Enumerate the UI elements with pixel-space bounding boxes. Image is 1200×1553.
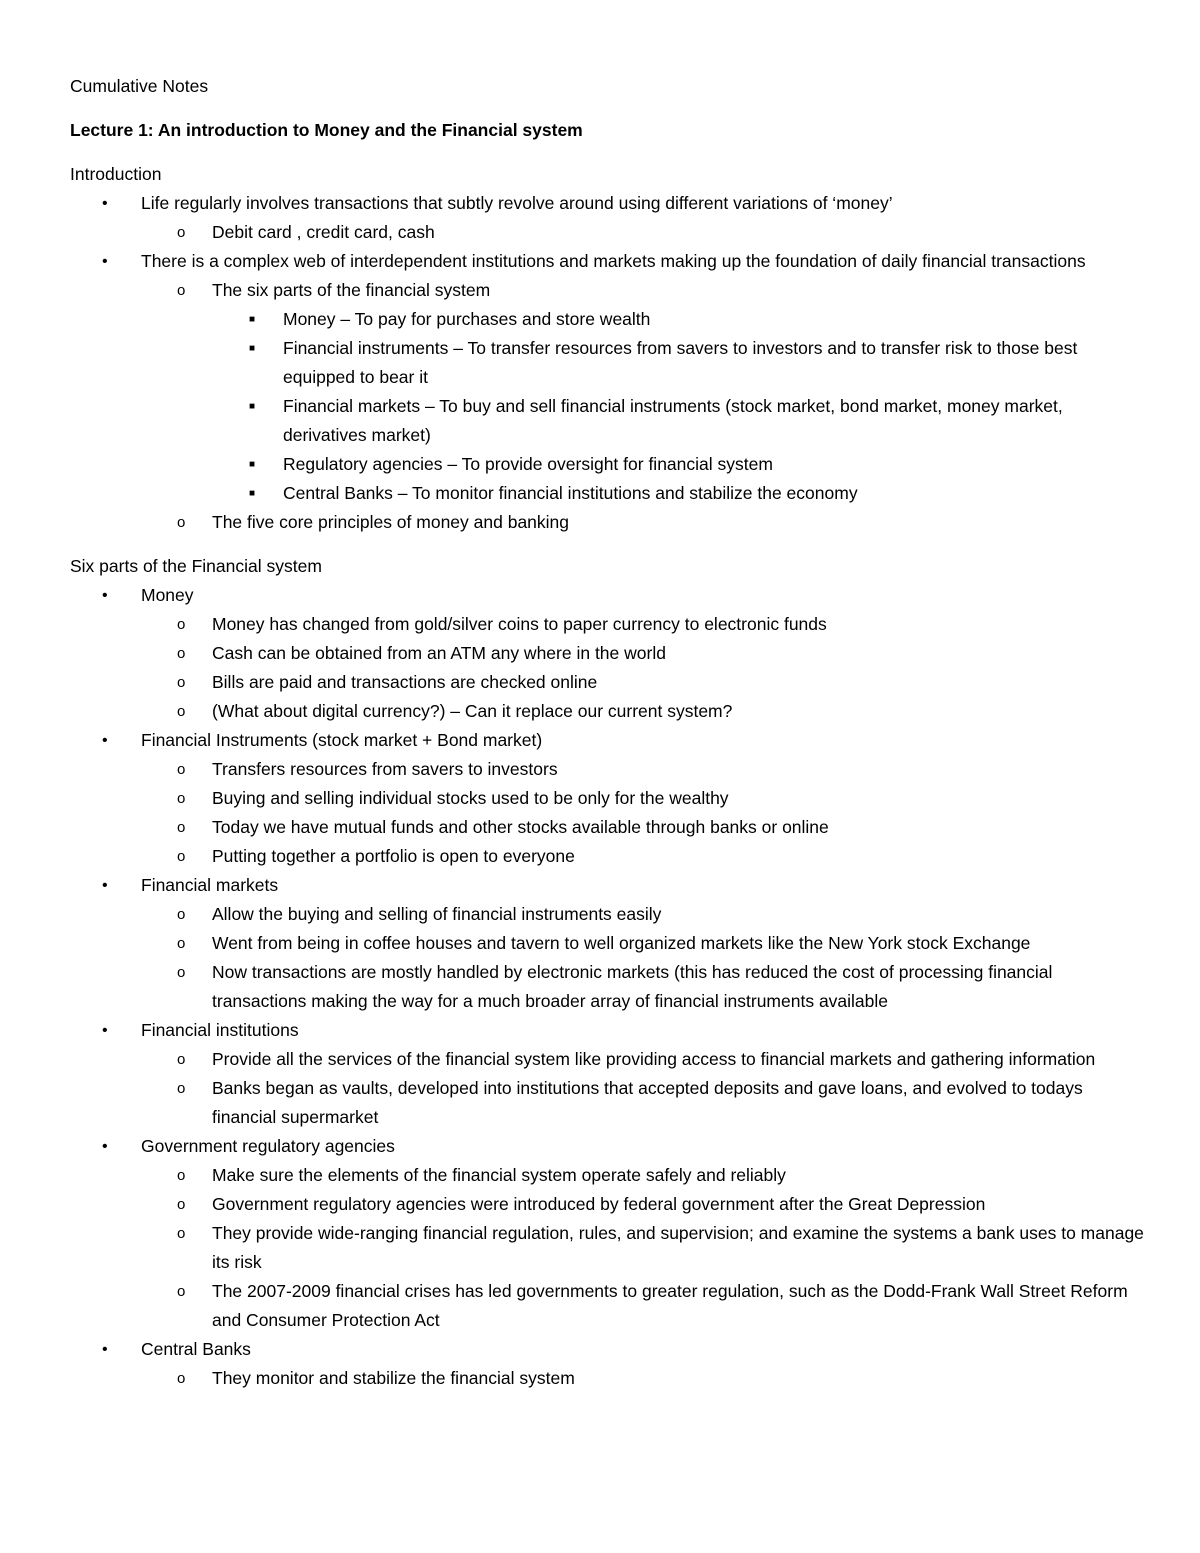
sub-sub-list-item	[212, 392, 1150, 450]
sub-list-item	[141, 1190, 1150, 1219]
sub-list-item	[141, 929, 1150, 958]
sub-list-item-text: The 2007-2009 financial crises has led governments to greater regulation, such as the Dodd-Frank Wall Street Reform and Consumer Protection Act	[212, 1281, 1128, 1330]
list-item-text: Financial markets	[141, 875, 279, 895]
sub-list-item-text: Buying and selling individual stocks used to be only for the wealthy	[212, 788, 729, 808]
list-item	[70, 1335, 1150, 1393]
square-bullet-icon: ■	[249, 314, 256, 325]
circle-bullet-icon: o	[177, 1051, 186, 1068]
sub-list-item-text: They provide wide-ranging financial regulation, rules, and supervision; and examine the systems a bank uses to manage its risk	[212, 1223, 1144, 1272]
circle-bullet-icon: o	[177, 1080, 186, 1097]
sub-list-item	[141, 1219, 1150, 1277]
sub-list-item	[141, 1364, 1150, 1393]
circle-bullet-icon: o	[177, 819, 186, 836]
sub-list-item-text: Putting together a portfolio is open to everyone	[212, 846, 575, 866]
six-parts-heading: Six parts of the Financial system	[70, 556, 322, 576]
six-parts-bullet-list	[70, 581, 1150, 1393]
sub-list-item	[141, 1045, 1150, 1074]
circle-bullet-icon: o	[177, 1225, 186, 1242]
bullet-icon: •	[102, 587, 108, 604]
sub-list-item-text: They monitor and stabilize the financial system	[212, 1368, 575, 1388]
sub-list-item-text: Bills are paid and transactions are checked online	[212, 672, 598, 692]
list-item-text: Life regularly involves transactions that subtly revolve around using different variations of ‘money’	[141, 193, 893, 213]
sub-list	[141, 276, 1150, 537]
sub-list-item-text: Make sure the elements of the financial system operate safely and reliably	[212, 1165, 786, 1185]
sub-list-item	[141, 784, 1150, 813]
square-bullet-icon: ■	[249, 401, 256, 412]
sub-list-item	[141, 755, 1150, 784]
document-title: Cumulative Notes	[70, 76, 209, 96]
circle-bullet-icon: o	[177, 514, 186, 531]
sub-sub-list-item	[212, 479, 1150, 508]
circle-bullet-icon: o	[177, 964, 186, 981]
sub-list-item-text: Cash can be obtained from an ATM any where in the world	[212, 643, 666, 663]
square-bullet-icon: ■	[249, 459, 256, 470]
list-item	[70, 1132, 1150, 1335]
circle-bullet-icon: o	[177, 703, 186, 720]
sub-list-item	[141, 900, 1150, 929]
list-item	[70, 1016, 1150, 1132]
sub-list-item-text: Money has changed from gold/silver coins to paper currency to electronic funds	[212, 614, 827, 634]
sub-sub-list-item-text: Regulatory agencies – To provide oversight for financial system	[283, 454, 773, 474]
circle-bullet-icon: o	[177, 848, 186, 865]
sub-list-item-text: The six parts of the financial system	[212, 280, 491, 300]
intro-bullet-list	[70, 189, 1150, 537]
list-item-text: Money	[141, 585, 194, 605]
lecture-heading: Lecture 1: An introduction to Money and the Financial system	[70, 120, 583, 140]
sub-list-item	[141, 1277, 1150, 1335]
sub-list	[141, 1045, 1150, 1132]
list-item-text: There is a complex web of interdependent institutions and markets making up the foundation of daily financial transactions	[141, 251, 1086, 271]
sub-list-item	[141, 218, 1150, 247]
circle-bullet-icon: o	[177, 761, 186, 778]
circle-bullet-icon: o	[177, 282, 186, 299]
sub-list-item-text: Today we have mutual funds and other stocks available through banks or online	[212, 817, 829, 837]
bullet-icon: •	[102, 253, 108, 270]
circle-bullet-icon: o	[177, 674, 186, 691]
list-item	[70, 726, 1150, 871]
list-item	[70, 581, 1150, 726]
sub-list-item	[141, 639, 1150, 668]
list-item-text: Financial institutions	[141, 1020, 299, 1040]
sub-list-item	[141, 508, 1150, 537]
sub-list	[141, 610, 1150, 726]
sub-list-item-text: Government regulatory agencies were introduced by federal government after the Great Depression	[212, 1194, 986, 1214]
square-bullet-icon: ■	[249, 488, 256, 499]
bullet-icon: •	[102, 732, 108, 749]
sub-list-item-text: Went from being in coffee houses and tavern to well organized markets like the New York stock Exchange	[212, 933, 1031, 953]
sub-list-item	[141, 276, 1150, 508]
sub-sub-list-item-text: Money – To pay for purchases and store wealth	[283, 309, 651, 329]
bullet-icon: •	[102, 1022, 108, 1039]
sub-list-item-text: Banks began as vaults, developed into institutions that accepted deposits and gave loans, and evolved to todays financial supermarket	[212, 1078, 1083, 1127]
sub-sub-list-item-text: Central Banks – To monitor financial institutions and stabilize the economy	[283, 483, 858, 503]
list-item	[70, 871, 1150, 1016]
sub-sub-list-item	[212, 305, 1150, 334]
sub-list-item-text: Allow the buying and selling of financial instruments easily	[212, 904, 662, 924]
circle-bullet-icon: o	[177, 790, 186, 807]
circle-bullet-icon: o	[177, 906, 186, 923]
list-item	[70, 189, 1150, 247]
sub-sub-list-item-text: Financial instruments – To transfer resources from savers to investors and to transfer risk to those best equipped to bear it	[283, 338, 1078, 387]
sub-list-item	[141, 1074, 1150, 1132]
sub-list-item-text: The five core principles of money and banking	[212, 512, 570, 532]
list-item-text: Financial Instruments (stock market + Bond market)	[141, 730, 543, 750]
list-item-text: Central Banks	[141, 1339, 251, 1359]
sub-list	[141, 755, 1150, 871]
document-page	[70, 72, 1150, 1393]
circle-bullet-icon: o	[177, 1370, 186, 1387]
sub-list-item-text: Provide all the services of the financial system like providing access to financial markets and gathering information	[212, 1049, 1096, 1069]
circle-bullet-icon: o	[177, 935, 186, 952]
list-item	[70, 247, 1150, 537]
bullet-icon: •	[102, 877, 108, 894]
sub-list	[141, 218, 1150, 247]
bullet-icon: •	[102, 195, 108, 212]
sub-list-item	[141, 958, 1150, 1016]
circle-bullet-icon: o	[177, 1196, 186, 1213]
sub-list-item	[141, 842, 1150, 871]
intro-heading: Introduction	[70, 164, 162, 184]
sub-list-item-text: Debit card , credit card, cash	[212, 222, 435, 242]
sub-sub-list-item-text: Financial markets – To buy and sell financial instruments (stock market, bond market, money market, derivatives market)	[283, 396, 1063, 445]
sub-list-item-text: (What about digital currency?) – Can it replace our current system?	[212, 701, 733, 721]
sub-list-item	[141, 610, 1150, 639]
list-item-text: Government regulatory agencies	[141, 1136, 395, 1156]
square-bullet-icon: ■	[249, 343, 256, 354]
circle-bullet-icon: o	[177, 1167, 186, 1184]
sub-list-item	[141, 668, 1150, 697]
sub-list-item-text: Now transactions are mostly handled by electronic markets (this has reduced the cost of processing financial transactions making the way for a much broader array of financial instruments available	[212, 962, 1053, 1011]
sub-list-item	[141, 813, 1150, 842]
sub-list	[141, 900, 1150, 1016]
sub-list-item-text: Transfers resources from savers to investors	[212, 759, 558, 779]
sub-list-item	[141, 1161, 1150, 1190]
circle-bullet-icon: o	[177, 224, 186, 241]
sub-sub-list-item	[212, 450, 1150, 479]
circle-bullet-icon: o	[177, 645, 186, 662]
circle-bullet-icon: o	[177, 1283, 186, 1300]
circle-bullet-icon: o	[177, 616, 186, 633]
bullet-icon: •	[102, 1341, 108, 1358]
sub-list	[141, 1364, 1150, 1393]
bullet-icon: •	[102, 1138, 108, 1155]
sub-list	[141, 1161, 1150, 1335]
sub-list-item	[141, 697, 1150, 726]
sub-sub-list-item	[212, 334, 1150, 392]
six-parts-list	[212, 305, 1150, 508]
